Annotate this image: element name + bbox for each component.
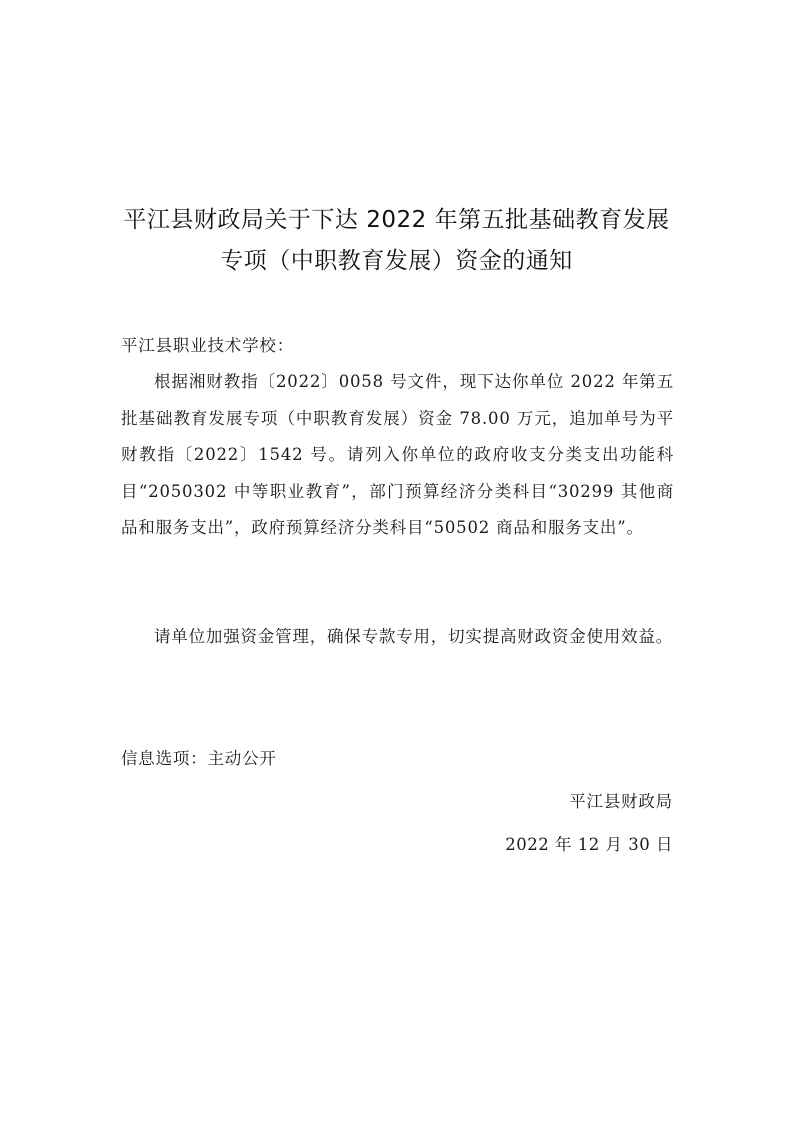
document-title	[60, 200, 733, 282]
title-line-1: 平江县财政局关于下达 2022 年第五批基础教育发展	[123, 207, 670, 233]
title-line-2: 专项（中职教育发展）资金的通知	[220, 248, 573, 274]
issuer-signature: 平江县财政局	[569, 792, 673, 811]
body-paragraph-1	[121, 364, 674, 547]
body-paragraph-2	[121, 619, 674, 656]
disclosure-option: 信息选项：主动公开	[121, 749, 277, 768]
issue-date: 2022 年 12 月 30 日	[505, 835, 673, 854]
salutation: 平江县职业技术学校：	[121, 336, 294, 355]
paragraph-text: 根据湘财教指〔2022〕0058 号文件，现下达你单位 2022 年第五批基础教育发展专项（中职教育发展）资金 78.00 万元，追加单号为平财教指〔2022〕1542 号。请列入你单位的政府收支分类支出功能科目“2050302 中等职业教育”，部门预算经济分类科目“30299 其他商品和服务支出”，政府预算经济分类科目“50502 商品和服务支出”。	[121, 372, 674, 537]
paragraph-text: 请单位加强资金管理，确保专款专用，切实提高财政资金使用效益。	[154, 627, 673, 646]
